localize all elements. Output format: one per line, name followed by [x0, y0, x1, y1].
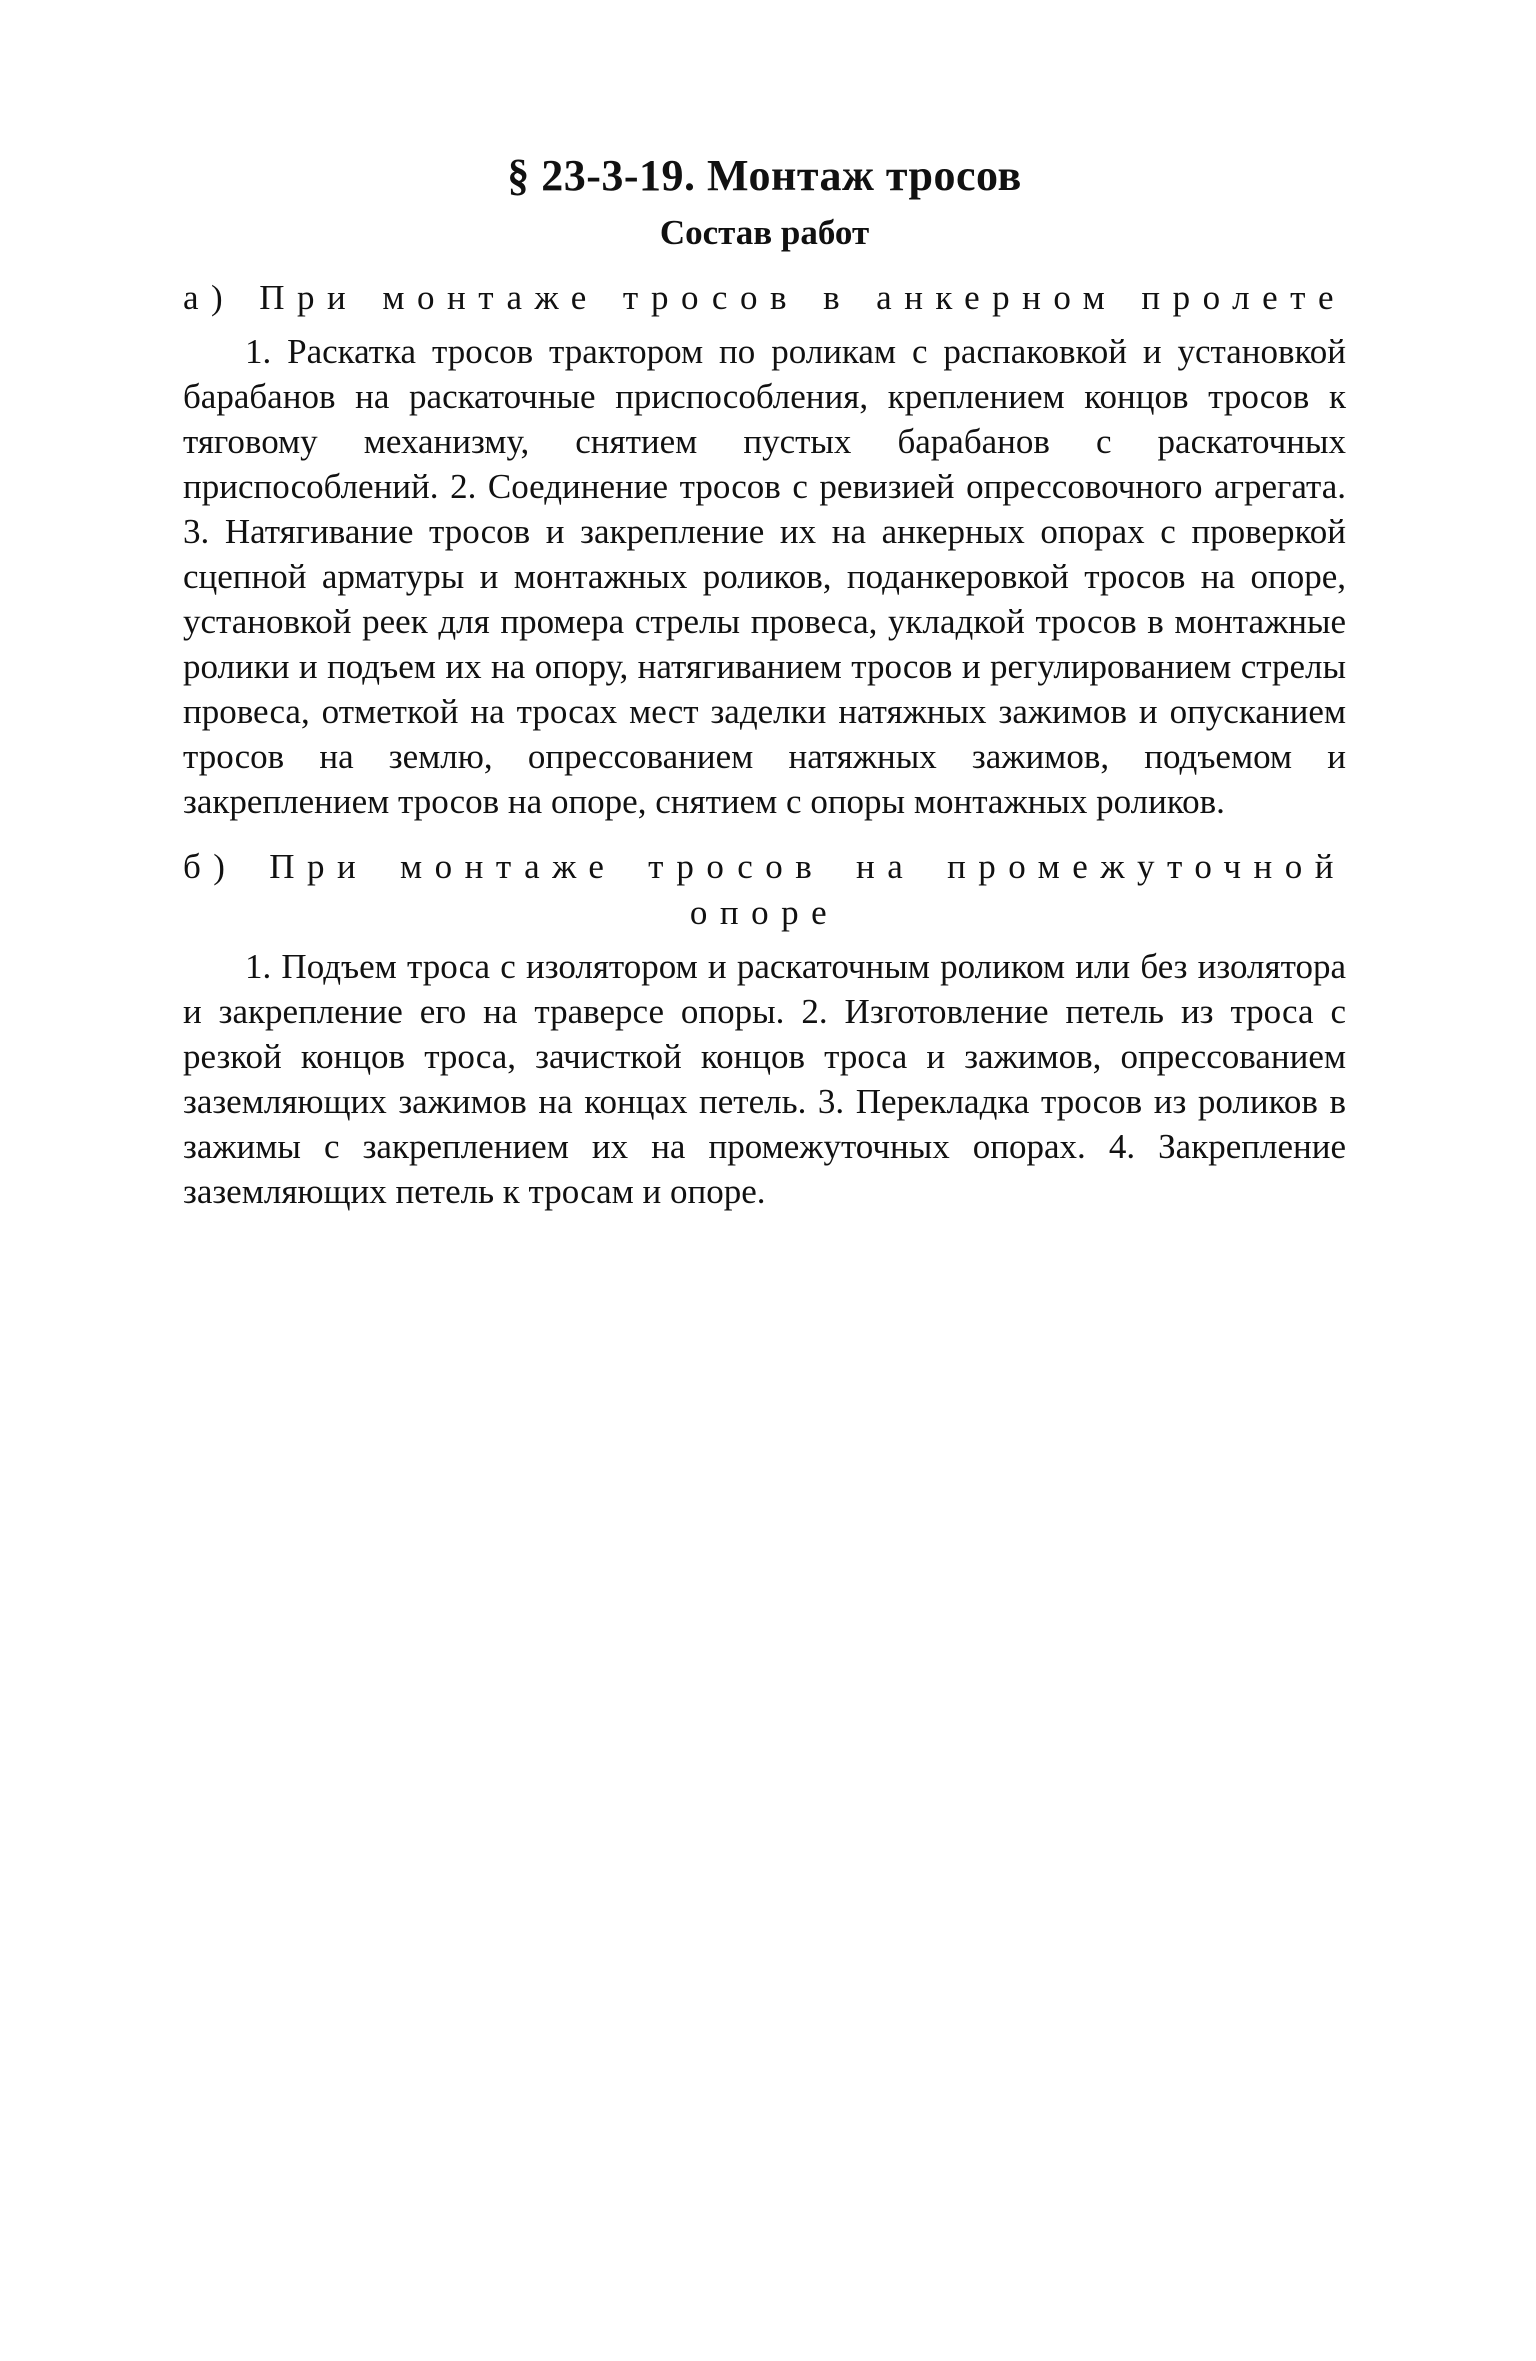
- subtitle: Состав работ: [659, 213, 870, 252]
- part-a-heading: а) При монтаже тросов в анкерном пролете: [183, 278, 1346, 317]
- part-a-text: 1. Раскатка тросов трактором по роликам с распаковкой и установкой барабанов на раскаточные приспособления, креплением концов тросов к тяговому механизму, снятием пустых барабанов с раскаточных приспособлений. 2. Соединение тросов с ревизией опрессовочного агрегата. 3. Натягивание тросов и закрепление их на анкерных опорах с проверкой сцепной арматуры и монтажных роликов, поданкеровкой тросов на опоре, установкой реек для промера стрелы провеса, укладкой тросов в монтажные ролики и подъем их на опору, натягиванием тросов и регулированием стрелы провеса, отметкой на тросах мест заделки натяжных зажимов и опусканием тросов на землю, опрессованием натяжных зажимов, подъемом и закреплением тросов на опоре, снятием с опоры монтажных роликов.: [183, 332, 1346, 821]
- part-b-heading: б) При монтаже тросов на промежуточной опоре: [183, 847, 1346, 932]
- document-page: [183, 150, 1346, 1234]
- part-b-text: 1. Подъем троса с изолятором и раскаточным роликом или без изолятора и закрепление его на траверсе опоры. 2. Изготовление петель из троса с резкой концов троса, зачисткой концов троса и зажимов, опрессованием заземляющих зажимов на концах петель. 3. Перекладка тросов из роликов в зажимы с закреплением их на промежуточных опорах. 4. Закрепление заземляющих петель к тросам и опоре.: [183, 947, 1346, 1211]
- section-title: § 23-3-19. Монтаж тросов: [507, 151, 1022, 200]
